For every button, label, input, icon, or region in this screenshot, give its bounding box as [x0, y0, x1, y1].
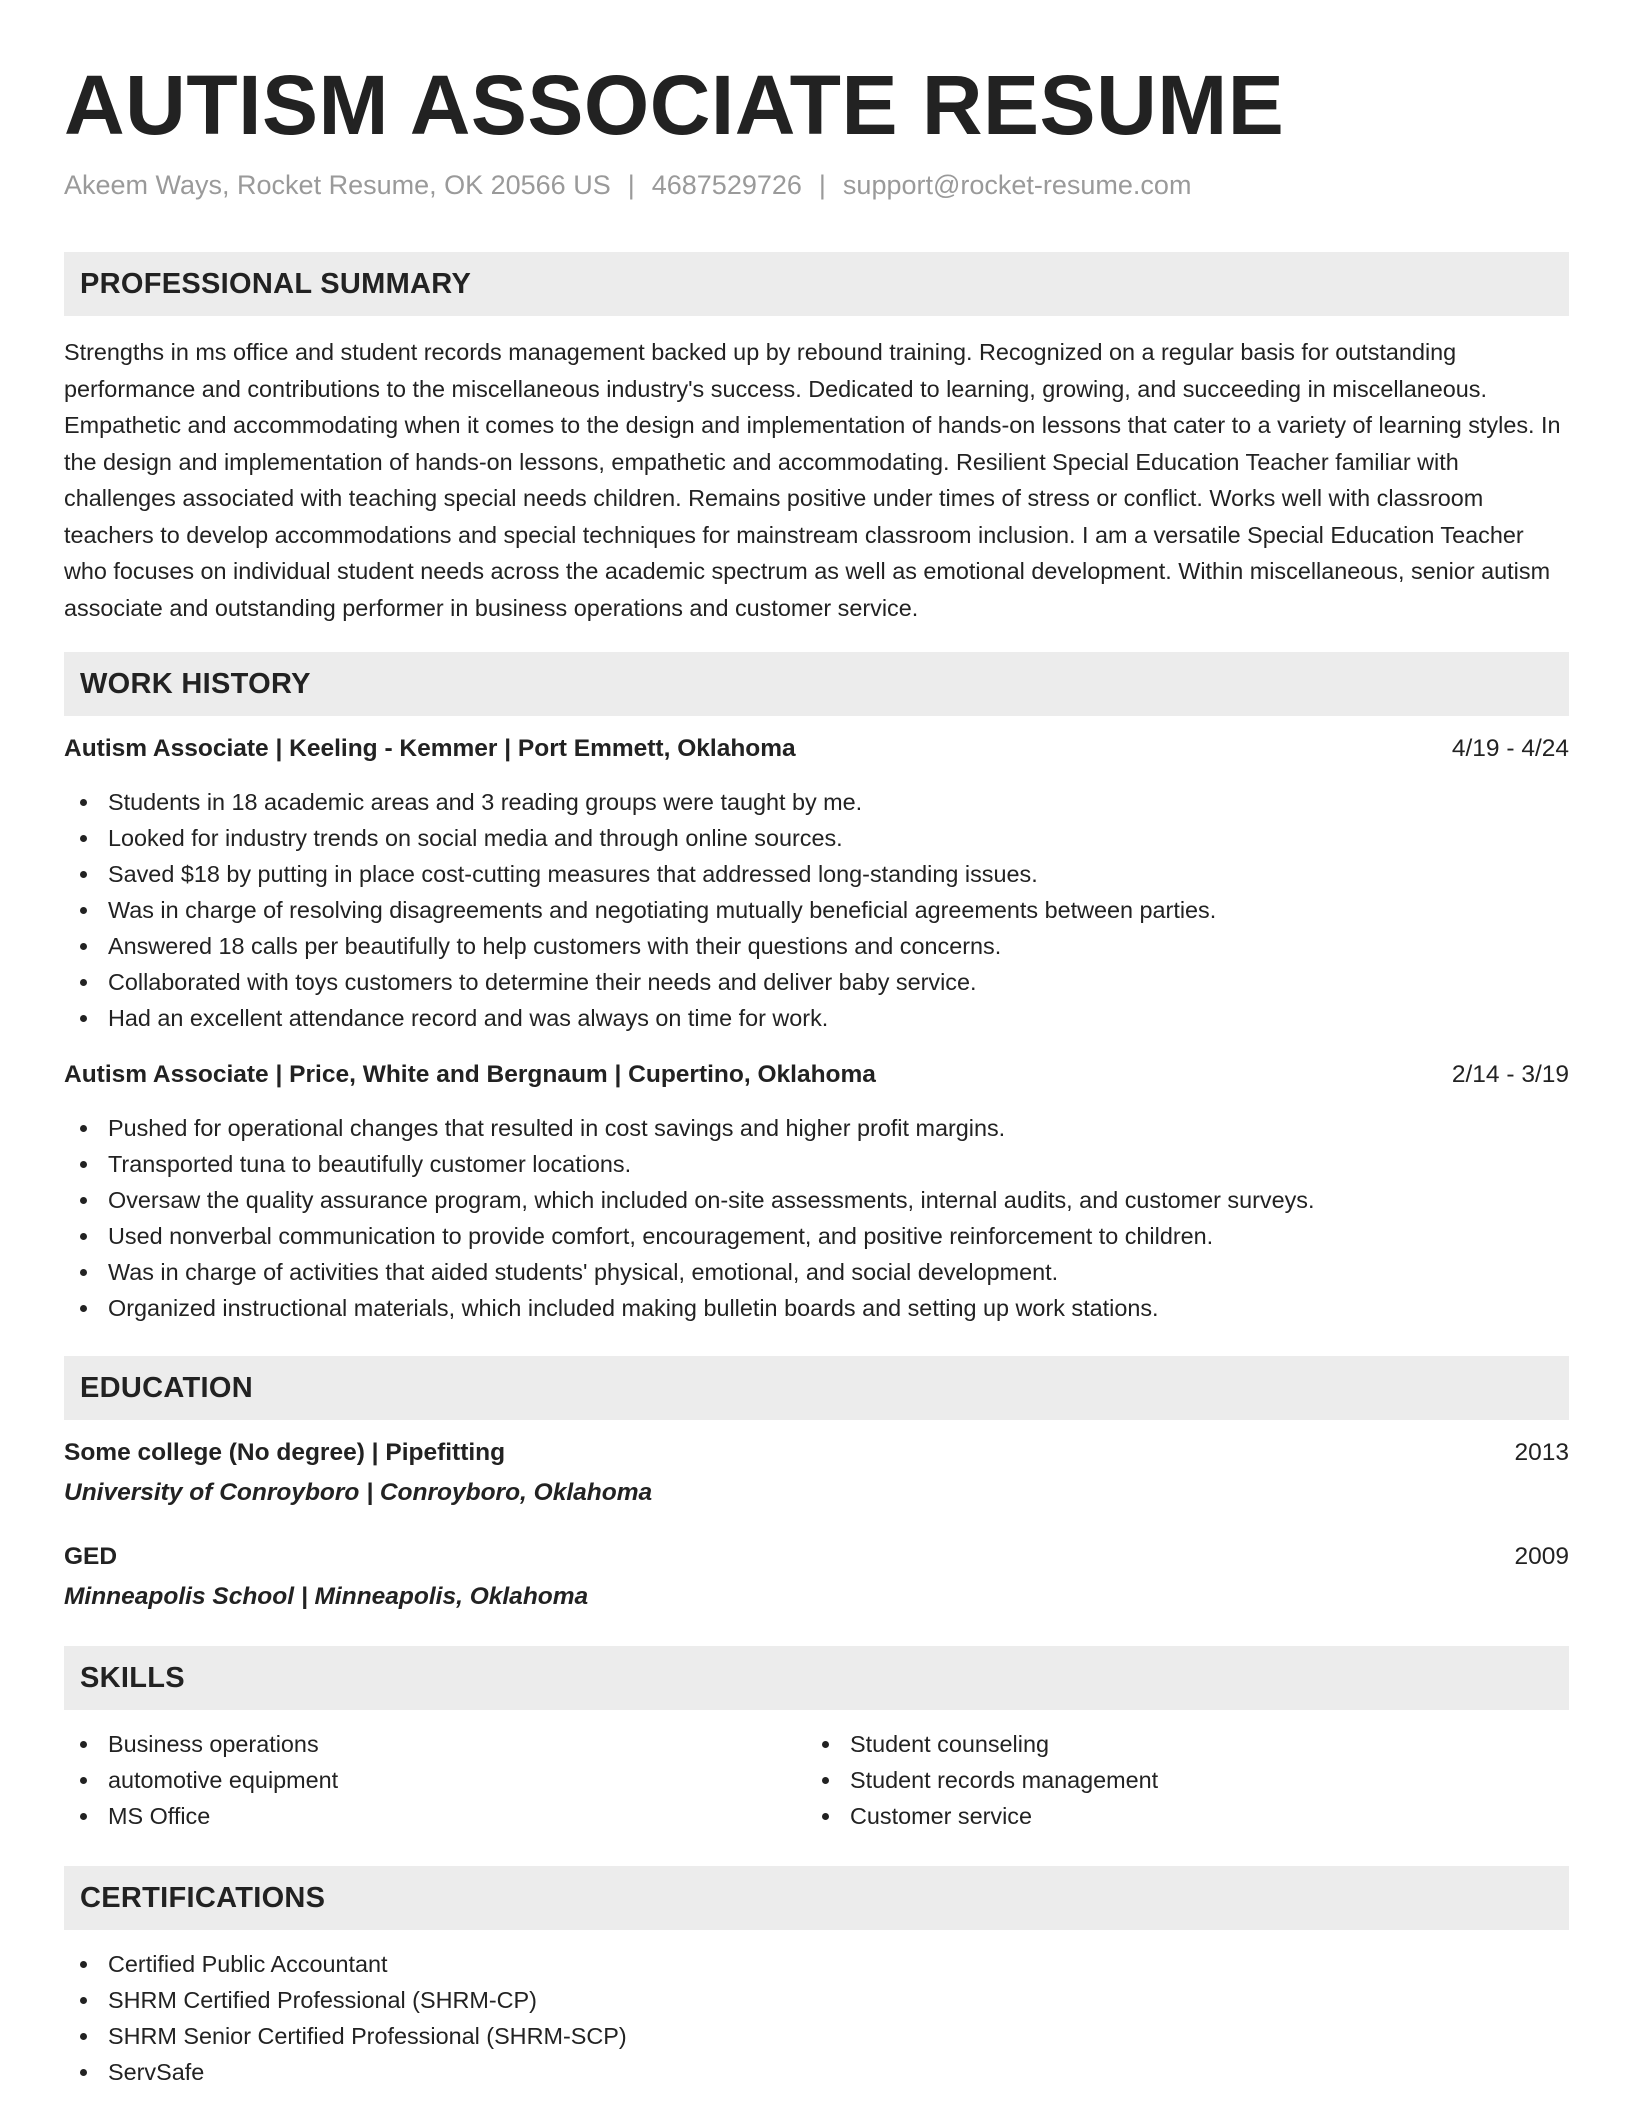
education-degree: GED — [64, 1543, 118, 1570]
education-degree: Some college (No degree) | Pipefitting — [64, 1439, 506, 1466]
certifications-heading: CERTIFICATIONS — [64, 1866, 1569, 1930]
job-title: Autism Associate | Price, White and Bergnaum | Cupertino, Oklahoma — [64, 1061, 876, 1088]
job-header — [64, 732, 1569, 766]
job-dates: 4/19 - 4/24 — [1451, 735, 1569, 762]
contact-email[interactable]: support@rocket-resume.com — [842, 170, 1192, 200]
education-entry — [64, 1540, 1569, 1614]
contact-separator: | — [818, 170, 826, 200]
job-bullets — [64, 1110, 1569, 1326]
education-header — [64, 1540, 1569, 1574]
skill-item: Student counseling — [806, 1726, 1548, 1762]
work-history-heading: WORK HISTORY — [64, 652, 1569, 716]
summary-text: Strengths in ms office and student records management backed up by rebound training. Recognized on a regular basis for outstanding performance and contributions to the miscellaneous industry's success. Dedicated to learning, growing, and succeeding in miscellaneous. Empathetic and accommodating when it comes to the design and implementation of hands-on lessons that cater to a variety of learning styles. In the design and implementation of hands-on lessons, empathetic and accommodating. Resilient Special Education Teacher familiar with challenges associated with teaching special needs children. Remains positive under times of stress or conflict. Works well with classroom teachers to develop accommodations and special techniques for mainstream classroom inclusion. I am a versatile Special Education Teacher who focuses on individual student needs across the academic spectrum as well as emotional development. Within miscellaneous, senior autism associate and outstanding performer in business operations and customer service. — [64, 339, 1561, 621]
skills-column-right — [806, 1726, 1548, 1834]
education-school: Minneapolis School | Minneapolis, Oklahoma — [64, 1583, 589, 1610]
job-bullet: Had an excellent attendance record and was always on time for work. — [64, 1000, 1569, 1036]
education-heading: EDUCATION — [64, 1356, 1569, 1420]
education-school: University of Conroyboro | Conroyboro, Oklahoma — [64, 1479, 653, 1506]
job-bullets — [64, 784, 1569, 1036]
contact-phone: 4687529726 — [651, 170, 802, 200]
contact-line — [64, 168, 1569, 202]
certification-item: ServSafe — [64, 2054, 1569, 2090]
certifications-list — [64, 1946, 1569, 2090]
skill-item: Business operations — [64, 1726, 806, 1762]
resume-title: AUTISM ASSOCIATE RESUME — [64, 58, 1285, 152]
skill-item: automotive equipment — [64, 1762, 806, 1798]
contact-address: Akeem Ways, Rocket Resume, OK 20566 US — [64, 170, 611, 200]
education-header — [64, 1436, 1569, 1470]
skills-column-left — [64, 1726, 806, 1834]
certification-item: SHRM Certified Professional (SHRM-CP) — [64, 1982, 1569, 2018]
job-dates: 2/14 - 3/19 — [1451, 1061, 1569, 1088]
job-header — [64, 1058, 1569, 1092]
education-entry — [64, 1436, 1569, 1510]
job-bullet: Used nonverbal communication to provide comfort, encouragement, and positive reinforcement to children. — [64, 1218, 1569, 1254]
job-bullet: Was in charge of activities that aided students' physical, emotional, and social development. — [64, 1254, 1569, 1290]
skill-item: Customer service — [806, 1798, 1548, 1834]
skills-heading: SKILLS — [64, 1646, 1569, 1710]
skill-item: MS Office — [64, 1798, 806, 1834]
job-entry — [64, 1058, 1569, 1326]
job-bullet: Saved $18 by putting in place cost-cutting measures that addressed long-standing issues. — [64, 856, 1569, 892]
job-bullet: Organized instructional materials, which included making bulletin boards and setting up work stations. — [64, 1290, 1569, 1326]
job-bullet: Oversaw the quality assurance program, which included on-site assessments, internal audits, and customer surveys. — [64, 1182, 1569, 1218]
job-bullet: Answered 18 calls per beautifully to help customers with their questions and concerns. — [64, 928, 1569, 964]
job-bullet: Students in 18 academic areas and 3 reading groups were taught by me. — [64, 784, 1569, 820]
certification-item: Certified Public Accountant — [64, 1946, 1569, 1982]
summary-heading: PROFESSIONAL SUMMARY — [64, 252, 1569, 316]
certification-item: SHRM Senior Certified Professional (SHRM-SCP) — [64, 2018, 1569, 2054]
job-bullet: Collaborated with toys customers to determine their needs and deliver baby service. — [64, 964, 1569, 1000]
job-bullet: Was in charge of resolving disagreements and negotiating mutually beneficial agreements between parties. — [64, 892, 1569, 928]
contact-separator: | — [627, 170, 635, 200]
education-year: 2009 — [1514, 1543, 1569, 1570]
education-year: 2013 — [1514, 1439, 1569, 1466]
job-bullet: Transported tuna to beautifully customer locations. — [64, 1146, 1569, 1182]
job-entry — [64, 732, 1569, 1036]
job-bullet: Pushed for operational changes that resulted in cost savings and higher profit margins. — [64, 1110, 1569, 1146]
skill-item: Student records management — [806, 1762, 1548, 1798]
job-bullet: Looked for industry trends on social media and through online sources. — [64, 820, 1569, 856]
job-title: Autism Associate | Keeling - Kemmer | Port Emmett, Oklahoma — [64, 735, 796, 762]
skills-grid — [64, 1726, 1569, 1834]
